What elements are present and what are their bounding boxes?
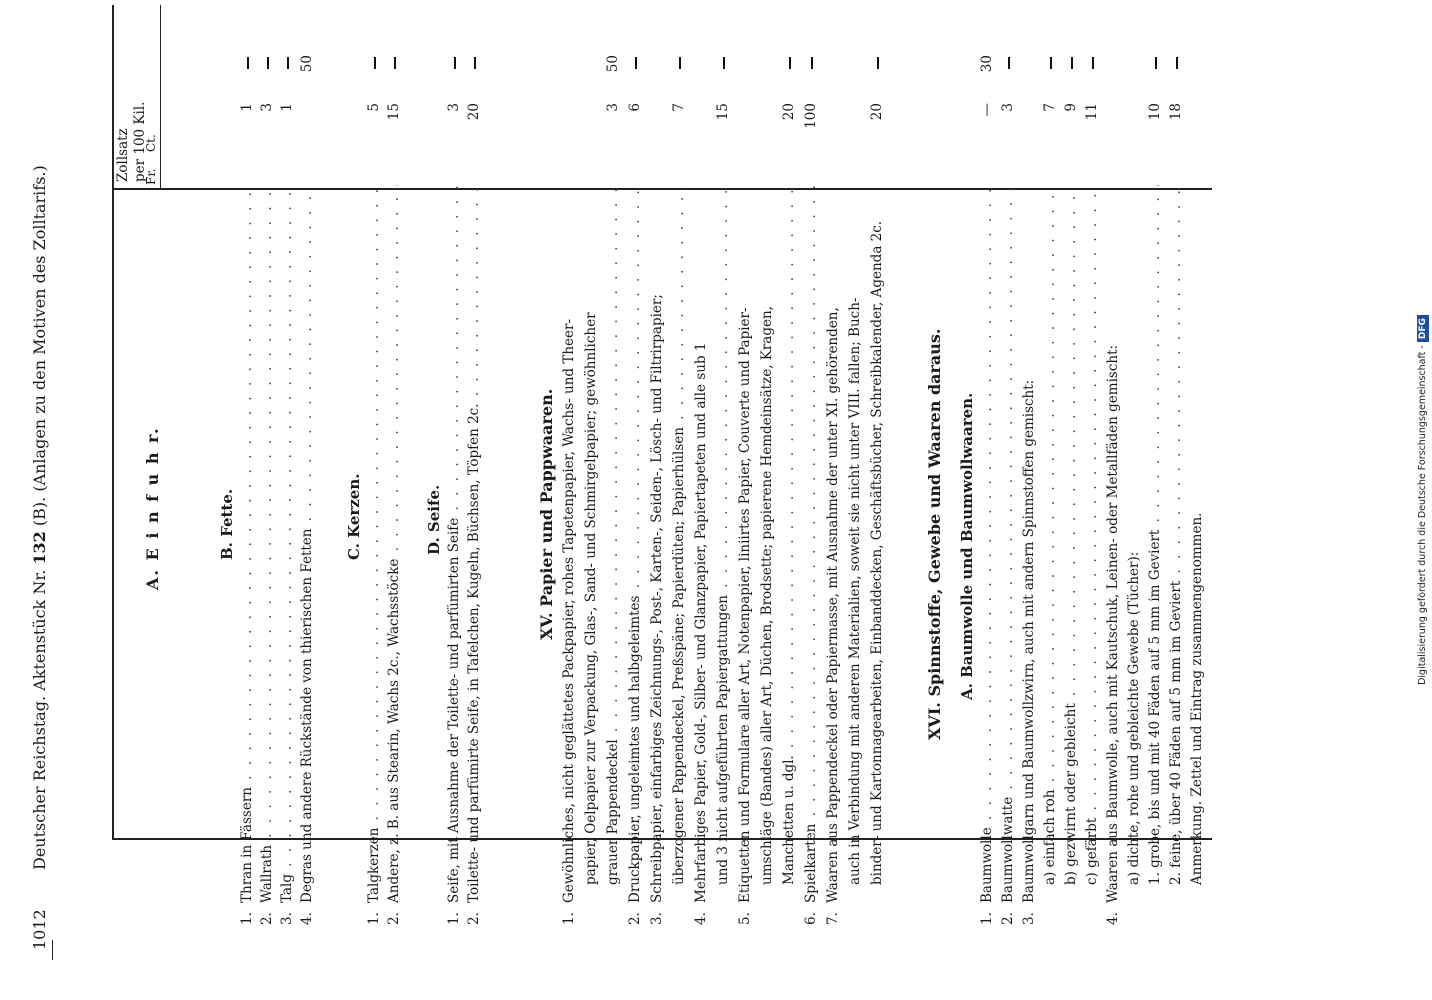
table-row bbox=[278, 45, 296, 925]
table-row bbox=[1188, 45, 1206, 925]
row-text: Talg . . . bbox=[278, 185, 296, 903]
row-text: Gewöhnliches, nicht geglättetes Packpapier, rohes Tapetenpapier, Wachs- und Theer- bbox=[561, 318, 577, 903]
empty-centimes-dash bbox=[374, 57, 376, 69]
table-row bbox=[846, 45, 864, 925]
rate-francs: 20 bbox=[869, 103, 885, 121]
empty-centimes-dash bbox=[789, 57, 791, 69]
section-seife: D. Seife. bbox=[425, 484, 443, 555]
row-text: überzogener Pappendeckel, Preßspäne; Papierdüten; Papierhülsen . . . bbox=[670, 185, 688, 885]
section-fette: B. Fette. bbox=[218, 488, 236, 560]
row-number: 1. bbox=[561, 912, 577, 925]
table-row bbox=[670, 45, 688, 925]
rate-francs: 7 bbox=[671, 103, 687, 112]
table-row bbox=[1020, 45, 1038, 925]
rate-francs: 15 bbox=[386, 103, 402, 121]
empty-centimes-dash bbox=[1092, 57, 1094, 69]
row-text: Talgkerzen . . . bbox=[365, 185, 383, 903]
digitization-text: Digitalisierung gefördert durch die Deutsche Forschungsgemeinschaft - bbox=[1417, 345, 1428, 685]
empty-centimes-dash bbox=[267, 57, 269, 69]
table-row bbox=[648, 45, 666, 925]
table-row bbox=[560, 45, 578, 925]
row-text: Spielkarten . . . bbox=[802, 185, 820, 903]
row-text: Etiquetten und Formulare aller Art, Notenpapier, liniirtes Papier, Couverte und Papier- bbox=[737, 307, 753, 903]
table-row bbox=[1146, 45, 1164, 925]
row-number: 3. bbox=[279, 912, 295, 925]
row-text: Baumwollwatte . . . bbox=[999, 185, 1017, 903]
rate-francs: 15 bbox=[715, 103, 731, 121]
table-row bbox=[385, 45, 403, 925]
empty-centimes-dash bbox=[877, 57, 879, 69]
row-text: papier, Oelpapier zur Verpackung, Glas-, Sand- und Schmirgelpapier; gewöhnlicher bbox=[583, 312, 599, 885]
running-head-left: Deutscher Reichstag. Aktenstück Nr. bbox=[30, 569, 49, 870]
section-einfuhr: A. E i n f u h r. bbox=[143, 426, 162, 590]
row-number: 1. bbox=[366, 912, 382, 925]
table-row bbox=[1104, 45, 1122, 925]
row-text: Anmerkung. Zettel und Eintrag zusammengenommen. bbox=[1189, 512, 1205, 885]
section-kerzen: C. Kerzen. bbox=[345, 473, 363, 560]
rate-francs: — bbox=[979, 103, 995, 117]
row-text: Schreibpapier, einfarbiges Zeichnungs-, Post-, Karten-, Seiden-, Lösch- und Filtrirpapier; bbox=[649, 294, 665, 903]
table-row bbox=[1167, 45, 1185, 925]
table-row bbox=[868, 45, 886, 925]
row-text: und 3 nicht aufgeführten Papiergattungen . . . bbox=[714, 185, 732, 885]
table-row bbox=[1062, 45, 1080, 925]
row-number: 2. bbox=[259, 912, 275, 925]
table-row bbox=[999, 45, 1017, 925]
rate-francs: 18 bbox=[1168, 103, 1184, 121]
table-row bbox=[758, 45, 776, 925]
rate-francs: 10 bbox=[1147, 103, 1163, 121]
section-xvi: XVI. Spinnstoffe, Gewebe und Waaren daraus. bbox=[925, 328, 944, 740]
rate-francs: 100 bbox=[803, 103, 819, 129]
empty-centimes-dash bbox=[454, 57, 456, 69]
row-text: Seife, mit Ausnahme der Toilette- und parfümirten Seife . . . bbox=[445, 185, 463, 903]
empty-centimes-dash bbox=[287, 57, 289, 69]
digitization-note bbox=[1413, 10, 1432, 990]
rate-francs: 3 bbox=[605, 103, 621, 112]
franc-header: Fr. bbox=[144, 168, 158, 185]
empty-centimes-dash bbox=[635, 57, 637, 69]
row-text: Andere, z. B. aus Stearin, Wachs 2c., Wachsstöcke . . . bbox=[385, 185, 403, 903]
table-row bbox=[604, 45, 622, 925]
row-number: 4. bbox=[693, 912, 709, 925]
empty-centimes-dash bbox=[1155, 57, 1157, 69]
table-top-rule bbox=[112, 5, 114, 840]
page-number: 1012 bbox=[30, 909, 49, 950]
row-number: 3. bbox=[1021, 912, 1037, 925]
table-row bbox=[1125, 45, 1143, 925]
row-text: Baumwollgarn und Baumwollzwirn, auch mit andern Spinnstoffen gemischt: bbox=[1021, 379, 1037, 903]
row-text: a) einfach roh . . . bbox=[1041, 185, 1059, 885]
row-text: b) gezwirnt oder gebleicht . . . bbox=[1062, 185, 1080, 885]
empty-centimes-dash bbox=[1071, 57, 1073, 69]
empty-centimes-dash bbox=[1008, 57, 1010, 69]
row-number: 4. bbox=[1105, 912, 1121, 925]
rate-francs: 7 bbox=[1042, 103, 1058, 112]
section-xvi-a: A. Baumwolle und Baumwollwaaren. bbox=[958, 392, 976, 700]
row-text: Waaren aus Baumwolle, auch mit Kautschuk, Leinen- oder Metallfäden gemischt: bbox=[1105, 344, 1121, 903]
empty-centimes-dash bbox=[811, 57, 813, 69]
rate-header-line2: per 100 Kil. bbox=[132, 101, 148, 182]
table-row bbox=[465, 45, 483, 925]
row-number: 2. bbox=[1000, 912, 1016, 925]
rate-centimes: 30 bbox=[979, 55, 995, 73]
row-text: a) dichte, rohe und gebleichte Gewebe (Tücher): bbox=[1126, 551, 1142, 885]
running-head-right: (B). (Anlagen zu den Motiven des Zolltarifs.) bbox=[30, 165, 49, 527]
rate-francs: 3 bbox=[1000, 103, 1016, 112]
table-row bbox=[802, 45, 820, 925]
rate-francs: 3 bbox=[259, 103, 275, 112]
dfg-logo: DFG bbox=[1417, 315, 1429, 342]
empty-centimes-dash bbox=[1176, 57, 1178, 69]
table-row bbox=[365, 45, 383, 925]
rate-francs: 1 bbox=[239, 103, 255, 112]
row-text: umschläge (Bandes) aller Art, Düchen, Brodsette; papierene Hemdeinsätze, Kragen, bbox=[759, 306, 775, 885]
rate-centimes: 50 bbox=[299, 55, 315, 73]
rate-francs: 20 bbox=[466, 103, 482, 121]
row-number: 1. bbox=[239, 912, 255, 925]
row-number: 6. bbox=[803, 912, 819, 925]
table-row bbox=[1083, 45, 1101, 925]
table-row bbox=[258, 45, 276, 925]
row-number: 1. bbox=[979, 912, 995, 925]
rate-francs: 1 bbox=[279, 103, 295, 112]
row-text: Baumwolle . . . bbox=[978, 185, 996, 903]
row-number: 4. bbox=[299, 912, 315, 925]
empty-centimes-dash bbox=[394, 57, 396, 69]
table-row bbox=[582, 45, 600, 925]
empty-centimes-dash bbox=[474, 57, 476, 69]
rate-francs: 11 bbox=[1084, 103, 1100, 121]
row-text: grauer Pappendeckel . . . bbox=[604, 185, 622, 885]
column-header-rule bbox=[160, 5, 161, 190]
empty-centimes-dash bbox=[247, 57, 249, 69]
row-text: Waaren aus Pappendeckel oder Papiermasse, mit Ausnahme der unter XI. gehörenden, bbox=[825, 307, 841, 903]
table-row bbox=[1041, 45, 1059, 925]
row-text: Manchetten u. dgl. . . . bbox=[780, 185, 798, 885]
row-text: Toilette- und parfümirte Seife, in Tafelchen, Kugeln, Büchsen, Töpfen 2c. . . . bbox=[465, 185, 483, 903]
row-text: c) gefärbt . . . bbox=[1083, 185, 1101, 885]
row-text: Druckpapier, ungeleimtes und halbgeleimtes . . . bbox=[626, 185, 644, 903]
row-number: 2. bbox=[466, 912, 482, 925]
empty-centimes-dash bbox=[1050, 57, 1052, 69]
row-text: 1. grobe, bis und mit 40 Fäden auf 5 mm im Geviert . . . bbox=[1146, 185, 1164, 885]
row-number: 1. bbox=[446, 912, 462, 925]
row-number: 2. bbox=[386, 912, 402, 925]
table-row bbox=[238, 45, 256, 925]
row-text: Mehrfarbiges Papier, Gold-, Silber- und Glanzpapier, Papiertapeten und alle sub 1 bbox=[693, 342, 709, 903]
table-row bbox=[298, 45, 316, 925]
table-row bbox=[714, 45, 732, 925]
row-number: 7. bbox=[825, 912, 841, 925]
row-text: Wallrath . . . bbox=[258, 185, 276, 903]
document-number: 132 bbox=[30, 531, 49, 565]
empty-centimes-dash bbox=[679, 57, 681, 69]
running-head bbox=[30, 165, 49, 870]
rate-centimes: 50 bbox=[605, 55, 621, 73]
row-text: auch in Verbindung mit anderen Materialien, soweit sie nicht unter VIII. fallen; Buch- bbox=[847, 297, 863, 885]
rate-header-line1: Zollsatz bbox=[115, 128, 131, 182]
section-xv: XV. Papier und Pappwaaren. bbox=[537, 388, 556, 640]
row-number: 2. bbox=[627, 912, 643, 925]
row-text: Degras und andere Rückstände von thierischen Fetten . . . bbox=[298, 185, 316, 903]
row-text: Thran in Fässern . . . bbox=[238, 185, 256, 903]
table-row bbox=[692, 45, 710, 925]
empty-centimes-dash bbox=[723, 57, 725, 69]
rate-francs: 3 bbox=[446, 103, 462, 112]
table-row bbox=[824, 45, 842, 925]
row-number: 5. bbox=[737, 912, 753, 925]
rate-francs: 9 bbox=[1063, 103, 1079, 112]
row-text: binder- und Kartonnagearbeiten, Einbanddecken, Geschäftsbücher, Schreibkalender, Agenda 2c. bbox=[869, 220, 885, 885]
table-row bbox=[978, 45, 996, 925]
table-row bbox=[626, 45, 644, 925]
row-text: 2. feine, über 40 Fäden auf 5 mm im Geviert . . . bbox=[1167, 185, 1185, 885]
header-rule bbox=[52, 940, 53, 960]
row-number: 3. bbox=[649, 912, 665, 925]
table-row bbox=[736, 45, 754, 925]
table-row bbox=[445, 45, 463, 925]
table-row bbox=[780, 45, 798, 925]
rate-francs: 6 bbox=[627, 103, 643, 112]
rate-francs: 20 bbox=[781, 103, 797, 121]
rate-francs: 5 bbox=[366, 103, 382, 112]
centime-header: Ct. bbox=[144, 134, 158, 152]
